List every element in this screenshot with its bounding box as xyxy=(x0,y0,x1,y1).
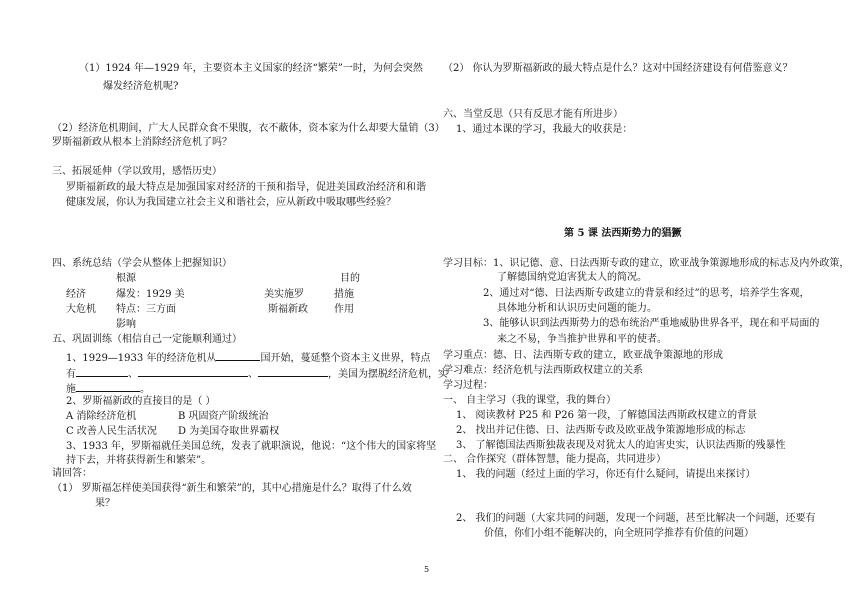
fill-blank[interactable] xyxy=(216,350,260,361)
section6-title: 六、当堂反思（只有反思才能有所进步） xyxy=(443,109,623,120)
q1-line2: 爆发经济危机呢? xyxy=(103,81,179,92)
summary-jingji: 经济 xyxy=(66,289,86,300)
section4-title: 四、系统总结（学会从整体上把握知识） xyxy=(52,258,232,269)
fill-blank[interactable] xyxy=(76,381,140,392)
goal-2a: 2、通过对“德、日法西斯专政建立的背景和经过”的思考，培养学生客观， xyxy=(483,288,810,299)
option-a: A 消除经济危机 xyxy=(66,411,137,422)
exercise1-line2: 有 、 、 ，美国为摆脱经济危机，实 xyxy=(66,366,448,381)
summary-tedian: 特点：三方面 xyxy=(116,304,176,315)
learning-process: 学习过程： xyxy=(443,380,493,391)
q1-line1: （1）1924 年—1929 年，主要资本主义国家的经济“繁荣”一时，为何会突然 xyxy=(79,63,423,74)
section3-line2: 健康发展，你认为我国建立社会主义和谐社会，应从新政中吸取哪些经验？ xyxy=(66,197,396,208)
summary-baofa: 爆发：1929 美 xyxy=(116,289,185,300)
part1-title: 一、 自主学习（我的课堂，我的舞台） xyxy=(443,395,617,406)
option-c: C 改善人民生活状况 xyxy=(66,426,157,437)
summary-genyuan: 根源 xyxy=(116,273,136,284)
goal-1b: 了解德国纳党迫害犹太人的简况。 xyxy=(497,272,647,283)
goal-2b: 具体地分析和认识历史问题的能力。 xyxy=(497,303,657,314)
exercise1-line1: 1、1929—1933 年的经济危机从 国开始，蔓延整个资本主义世界，特点 xyxy=(66,350,430,365)
summary-meishi: 美实施罗 xyxy=(264,289,304,300)
summary-mudi: 目的 xyxy=(340,273,360,284)
part2-title: 二、 合作探究（群体智慧，能力提高，共同进步） xyxy=(443,454,667,465)
exercise1-line3: 施 。 xyxy=(66,381,150,396)
goal-1a: 学习目标：1、识记德、意、日法西斯专政的建立，欧亚战争策源地形成的标志及内外政策， xyxy=(443,258,850,269)
summary-cuoshi: 措施 xyxy=(334,289,354,300)
page-number: 5 xyxy=(424,565,430,574)
sub-question1-line1: （1） 罗斯福怎样使美国获得“新生和繁荣”的，其中心措施是什么？取得了什么效 xyxy=(52,483,412,494)
part1-item3: 3、 了解德国法西斯独裁表现及对犹太人的迫害史实，认识法西斯的残暴性 xyxy=(456,440,786,451)
exercise2: 2、罗斯福新政的直接目的是（ ） xyxy=(66,396,216,407)
fill-blank[interactable] xyxy=(138,366,248,377)
fill-blank[interactable] xyxy=(76,366,128,377)
q2-line1: （2）经济危机期间，广大人民群众食不果腹，衣不蔽体，资本家为什么却要大量销（3） xyxy=(52,123,445,134)
section6-item1: 1、通过本课的学习，我最大的收获是： xyxy=(456,124,633,135)
option-b: B 巩固资产阶级统治 xyxy=(178,411,269,422)
part1-item2: 2、 找出并记住德、日、法西斯专政及欧亚战争策源地形成的标志 xyxy=(456,425,746,436)
option-d: D 为美国夺取世界霸权 xyxy=(178,426,280,437)
exercise3-line2: 持下去，并将获得新生和繁荣”。 xyxy=(66,455,212,466)
goal-3a: 3、能够认识到法西斯势力的恐布统治严重地威胁世界各平，现在和平局面的 xyxy=(483,318,820,329)
sub-question1-line2: 果？ xyxy=(95,498,115,509)
summary-dawei: 大危机 xyxy=(66,304,96,315)
section5-title: 五、巩固训练（相信自己一定能顺利通过） xyxy=(52,334,242,345)
fill-blank[interactable] xyxy=(258,366,328,377)
difficult-point: 学习难点：经济危机与法西斯政权建立的关系 xyxy=(443,365,643,376)
exercise3-line1: 3、1933 年，罗斯福就任美国总统，发表了就职演说，他说：“这个伟大的国家将坚 xyxy=(66,441,437,452)
please-answer: 请回答： xyxy=(52,468,92,479)
summary-zuoyong: 作用 xyxy=(334,304,354,315)
right-q2: （2） 你认为罗斯福新政的最大特点是什么？这对中国经济建设有何借鉴意义？ xyxy=(443,63,793,74)
section3-line1: 罗斯福新政的最大特点是加强国家对经济的干预和指导，促进美国政治经济和和谐 xyxy=(66,182,426,193)
part2-item2a: 2、 我们的问题（大家共同的问题，发现一个问题，甚至比解决一个问题，还要有 xyxy=(456,513,816,524)
section3-title: 三、拓展延伸（学以致用，感悟历史） xyxy=(52,166,222,177)
part1-item1: 1、 阅读教材 P25 和 P26 第一段，了解德国法西斯政权建立的背景 xyxy=(456,410,758,421)
goal-3b: 来之不易，争当推护世界和平的使者。 xyxy=(497,334,667,345)
key-point: 学习重点：德、日、法西斯专政的建立，欧亚战争策源地的形成 xyxy=(443,350,723,361)
part2-item1: 1、 我的问题（经过上面的学习，你还有什么疑问，请提出来探讨） xyxy=(456,469,756,480)
lesson-title: 第 5 课 法西斯势力的猖獗 xyxy=(564,228,682,239)
summary-sifu: 斯福新政 xyxy=(268,304,308,315)
summary-yingxiang: 影响 xyxy=(116,319,136,330)
q2-line2: 罗斯福新政从根本上消除经济危机了吗？ xyxy=(52,137,232,148)
part2-item2b: 价值，你们小组不能解决的，向全班同学推荐有价值的问题） xyxy=(484,528,754,539)
